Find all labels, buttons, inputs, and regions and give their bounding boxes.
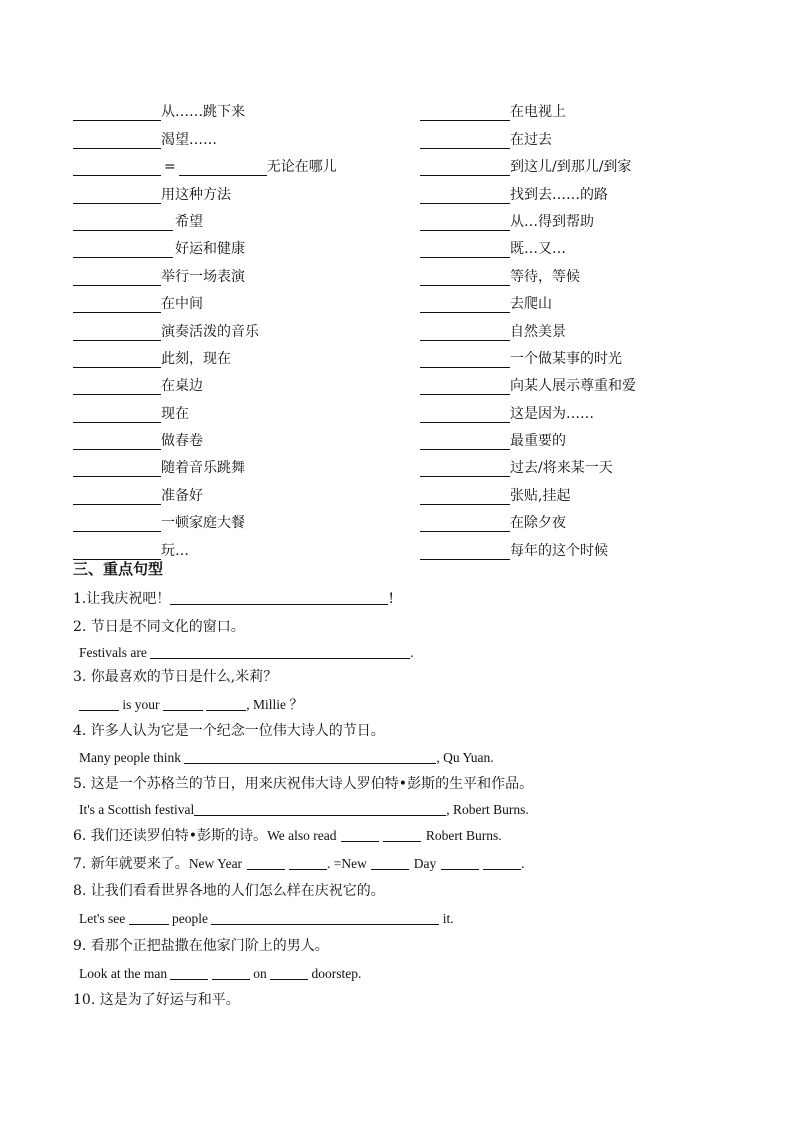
vocab-meaning: 在过去 — [510, 131, 552, 148]
vocab-row — [420, 532, 636, 559]
answer-blank[interactable] — [420, 189, 510, 204]
sentence-end: doorstep. — [311, 966, 362, 981]
vocab-meaning: 随着音乐跳舞 — [161, 460, 245, 477]
answer-blank[interactable] — [420, 106, 510, 121]
answer-blank[interactable] — [420, 134, 510, 149]
vocab-meaning: 希望 — [175, 213, 203, 230]
sentence-text: on — [253, 966, 267, 981]
vocab-meaning: 演奏活泼的音乐 — [161, 323, 259, 340]
answer-blank[interactable] — [73, 189, 161, 204]
answer-blank[interactable] — [341, 827, 379, 842]
vocab-row — [420, 121, 636, 148]
answer-blank[interactable] — [420, 380, 510, 395]
sentence-en-prefix: Let's see — [79, 911, 126, 926]
sentence-7 — [73, 855, 525, 873]
vocab-equals: = — [164, 159, 176, 176]
answer-blank[interactable] — [184, 749, 436, 764]
vocab-row — [73, 149, 337, 176]
vocab-row — [420, 423, 636, 450]
answer-blank[interactable] — [73, 161, 161, 176]
vocab-meaning: 去爬山 — [510, 296, 552, 313]
vocab-meaning: 既…又… — [510, 241, 566, 258]
vocab-row — [73, 204, 337, 231]
vocab-row — [73, 395, 337, 422]
vocab-meaning: 在中间 — [161, 296, 203, 313]
vocab-meaning: 这是因为…… — [510, 405, 594, 422]
sentence-4-cn: 4. 许多人认为它是一个纪念一位伟大诗人的节日。 — [73, 723, 385, 739]
vocab-row — [73, 368, 337, 395]
answer-blank[interactable] — [73, 326, 161, 341]
sentence-end: , Qu Yuan. — [436, 750, 494, 765]
answer-blank[interactable] — [211, 910, 439, 925]
sentence-1 — [73, 590, 394, 608]
vocab-meaning: 好运和健康 — [175, 241, 245, 258]
answer-blank[interactable] — [420, 353, 510, 368]
vocab-row — [420, 450, 636, 477]
vocab-left-column — [73, 94, 337, 560]
answer-blank[interactable] — [420, 517, 510, 532]
answer-blank[interactable] — [73, 462, 161, 477]
vocab-row — [73, 94, 337, 121]
vocab-row — [420, 258, 636, 285]
answer-blank[interactable] — [420, 462, 510, 477]
sentence-end: it. — [442, 911, 454, 926]
vocab-row — [420, 505, 636, 532]
sentence-end: ! — [388, 591, 394, 607]
vocab-meaning: 举行一场表演 — [161, 268, 245, 285]
vocab-meaning: 张贴,挂起 — [510, 487, 571, 504]
vocab-row — [420, 395, 636, 422]
vocab-row — [73, 176, 337, 203]
answer-blank[interactable] — [420, 408, 510, 423]
vocab-row — [420, 94, 636, 121]
vocab-row — [420, 176, 636, 203]
answer-blank[interactable] — [420, 435, 510, 450]
answer-blank[interactable] — [150, 644, 410, 659]
answer-blank[interactable] — [194, 801, 446, 816]
vocab-right-column — [420, 94, 636, 560]
answer-blank[interactable] — [420, 490, 510, 505]
sentence-cn: 6. 我们还读罗伯特•彭斯的诗。 — [73, 828, 268, 844]
sentence-end: . — [410, 645, 414, 660]
sentence-end: . — [521, 856, 525, 871]
vocab-meaning: 渴望…… — [161, 131, 217, 148]
sentence-6 — [73, 827, 502, 845]
vocab-meaning: 自然美景 — [510, 323, 566, 340]
answer-blank[interactable] — [73, 380, 161, 395]
vocab-row — [420, 341, 636, 368]
answer-blank[interactable] — [73, 435, 161, 450]
answer-blank[interactable] — [73, 243, 173, 258]
vocab-row — [420, 204, 636, 231]
sentence-9-cn: 9. 看那个正把盐撒在他家门阶上的男人。 — [73, 938, 329, 954]
answer-blank[interactable] — [420, 161, 510, 176]
sentence-en-prefix: Look at the man — [79, 966, 168, 981]
vocab-row — [73, 341, 337, 368]
vocab-meaning: 在电视上 — [510, 104, 566, 121]
vocab-meaning: 在桌边 — [161, 378, 203, 395]
vocab-meaning: 从……跳下来 — [161, 104, 245, 121]
vocab-row — [73, 258, 337, 285]
answer-blank[interactable] — [383, 827, 421, 842]
sentence-2-cn: 2. 节日是不同文化的窗口。 — [73, 619, 245, 635]
vocab-row — [73, 313, 337, 340]
answer-blank[interactable] — [420, 326, 510, 341]
vocab-meaning: 一个做某事的时光 — [510, 350, 622, 367]
sentence-en-prefix: It's a Scottish festival — [79, 802, 195, 817]
vocab-meaning: 找到去……的路 — [510, 186, 608, 203]
sentence-10-cn: 10. 这是为了好运与和平。 — [73, 992, 240, 1008]
vocab-row — [420, 477, 636, 504]
answer-blank[interactable] — [73, 353, 161, 368]
vocab-row — [420, 368, 636, 395]
answer-blank[interactable] — [73, 134, 161, 149]
vocab-row — [73, 477, 337, 504]
sentence-end: , Robert Burns. — [446, 802, 529, 817]
sentence-text: is your — [122, 697, 160, 712]
sentence-cn: 1.让我庆祝吧！ — [73, 591, 171, 607]
vocab-meaning: 每年的这个时候 — [510, 542, 608, 559]
vocab-meaning: 用这种方法 — [161, 186, 231, 203]
answer-blank[interactable] — [179, 161, 267, 176]
vocab-row — [73, 423, 337, 450]
vocab-row — [420, 313, 636, 340]
answer-blank[interactable] — [73, 517, 161, 532]
vocab-meaning: 玩… — [161, 542, 189, 559]
section-title: 三、重点句型 — [73, 560, 164, 578]
vocab-row — [73, 121, 337, 148]
vocab-meaning: 做春卷 — [161, 433, 203, 450]
sentence-4-en — [79, 749, 494, 767]
vocab-row — [73, 231, 337, 258]
answer-blank[interactable] — [247, 855, 285, 870]
vocab-row — [73, 505, 337, 532]
answer-blank[interactable] — [420, 216, 510, 231]
vocab-row — [420, 286, 636, 313]
sentence-en-prefix: Festivals are — [79, 645, 147, 660]
answer-blank[interactable] — [73, 106, 161, 121]
answer-blank[interactable] — [483, 855, 521, 870]
answer-blank[interactable] — [73, 490, 161, 505]
vocab-meaning: 等待，等候 — [510, 268, 580, 285]
answer-blank[interactable] — [420, 243, 510, 258]
answer-blank[interactable] — [270, 965, 308, 980]
vocab-meaning: 过去/将来某一天 — [510, 460, 613, 477]
vocab-meaning: 向某人展示尊重和爱 — [510, 378, 636, 395]
sentence-text: . =New — [326, 856, 367, 871]
vocab-row — [420, 231, 636, 258]
sentence-en-prefix: New Year — [188, 856, 243, 871]
sentence-text: , Millie ？ — [246, 697, 303, 712]
sentence-cn: 7. 新年就要来了。 — [73, 856, 189, 872]
vocab-row — [73, 286, 337, 313]
sentence-9-en — [79, 965, 361, 983]
sentence-3-en — [79, 696, 303, 714]
sentence-en-prefix: Many people think — [79, 750, 181, 765]
vocab-meaning: 从…得到帮助 — [510, 213, 594, 230]
sentence-text: people — [172, 911, 209, 926]
sentence-2-en — [79, 644, 414, 662]
answer-blank[interactable] — [170, 965, 208, 980]
vocab-meaning: 此刻，现在 — [161, 350, 231, 367]
sentence-3-cn: 3. 你最喜欢的节日是什么,米莉？ — [73, 669, 278, 685]
sentence-text: Day — [413, 856, 437, 871]
sentence-8-cn: 8. 让我们看看世界各地的人们怎么样在庆祝它的。 — [73, 883, 385, 899]
vocab-meaning: 一顿家庭大餐 — [161, 515, 245, 532]
answer-blank[interactable] — [170, 590, 388, 605]
answer-blank[interactable] — [371, 855, 409, 870]
vocab-meaning: 现在 — [161, 405, 189, 422]
vocab-row — [73, 450, 337, 477]
vocab-meaning: 无论在哪儿 — [266, 159, 337, 176]
answer-blank[interactable] — [420, 545, 510, 560]
answer-blank[interactable] — [420, 271, 510, 286]
answer-blank[interactable] — [129, 910, 169, 925]
sentence-en-prefix: We also read — [267, 828, 337, 843]
vocab-meaning: 到这儿/到那儿/到家 — [510, 159, 632, 176]
answer-blank[interactable] — [73, 408, 161, 423]
vocab-meaning: 在除夕夜 — [510, 515, 566, 532]
vocab-meaning: 准备好 — [161, 487, 203, 504]
answer-blank[interactable] — [206, 696, 246, 711]
answer-blank[interactable] — [73, 216, 173, 231]
answer-blank[interactable] — [163, 696, 203, 711]
vocab-row — [73, 532, 337, 559]
sentence-5-cn: 5. 这是一个苏格兰的节日，用来庆祝伟大诗人罗伯特•彭斯的生平和作品。 — [73, 776, 534, 792]
sentence-5-en — [79, 801, 529, 819]
sentence-8-en — [79, 910, 454, 928]
sentence-end: Robert Burns. — [425, 828, 502, 843]
answer-blank[interactable] — [441, 855, 479, 870]
vocab-meaning: 最重要的 — [510, 433, 566, 450]
vocab-row — [420, 149, 636, 176]
answer-blank[interactable] — [73, 271, 161, 286]
answer-blank[interactable] — [289, 855, 327, 870]
answer-blank[interactable] — [420, 298, 510, 313]
answer-blank[interactable] — [79, 696, 119, 711]
answer-blank[interactable] — [73, 298, 161, 313]
answer-blank[interactable] — [212, 965, 250, 980]
